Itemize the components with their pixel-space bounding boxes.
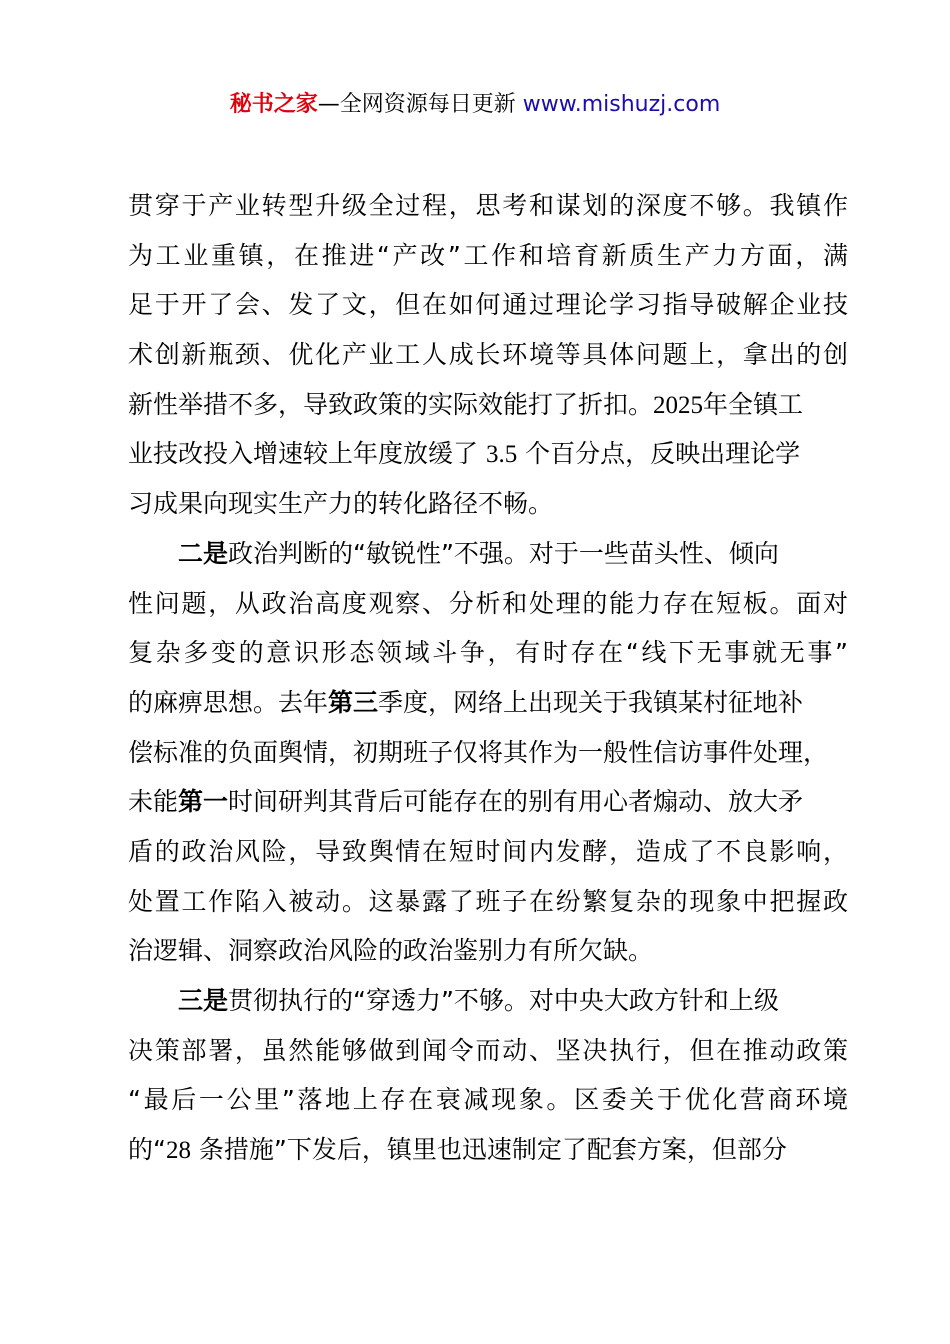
text-line: 二是政治判断的“敏锐性”不强。对于一些苗头性、倾向: [178, 538, 779, 568]
document-body: [128, 181, 848, 1175]
text-line: 为工业重镇，在推进“产改”工作和培育新质生产力方面，满: [128, 240, 848, 270]
text-line: 未能第一时间研判其背后可能存在的别有用心者煽动、放大矛: [128, 787, 804, 817]
emphasis-text: 第一: [178, 787, 229, 817]
text-line: 习成果向现实生产力的转化路径不畅。: [128, 489, 554, 519]
text-line: 术创新瓶颈、优化产业工人成长环境等具体问题上，拿出的创: [128, 340, 848, 370]
section-marker: 三是: [178, 986, 229, 1015]
text-line: 性问题，从政治高度观察、分析和处理的能力存在短板。面对: [128, 588, 848, 618]
text-line: 三是贯彻执行的“穿透力”不够。对中央大政方针和上级: [178, 986, 779, 1015]
header-tagline: —全网资源每日更新: [317, 92, 523, 117]
site-url-link[interactable]: www.mishuzj.com: [522, 92, 721, 117]
site-header: [0, 88, 950, 122]
text-line: 足于开了会、发了文，但在如何通过理论学习指导破解企业技: [128, 290, 848, 320]
emphasis-text: 第三: [328, 687, 379, 717]
text-line: 治逻辑、洞察政治风险的政治鉴别力有所欠缺。: [128, 936, 654, 966]
measure-count-number: 28: [165, 1137, 191, 1165]
text-line: “最后一公里”落地上存在衰减现象。区委关于优化营商环境: [128, 1085, 848, 1115]
text-line: 复杂多变的意识形态领域斗争，有时存在“线下无事就无事”: [128, 638, 848, 668]
text-line: 处置工作陷入被动。这暴露了班子在纷繁复杂的现象中把握政: [128, 886, 848, 916]
text-line: 盾的政治风险，导致舆情在短时间内发酵，造成了不良影响，: [128, 836, 848, 866]
text-line: 业技改投入增速较上年度放缓了 3.5 个百分点，反映出理论学: [128, 439, 801, 469]
section-marker: 二是: [178, 538, 229, 568]
text-line: 新性举措不多，导致政策的实际效能打了折扣。2025年全镇工: [128, 389, 804, 419]
text-line: 贯穿于产业转型升级全过程，思考和谋划的深度不够。我镇作: [128, 191, 848, 220]
percent-number: 3.5: [485, 441, 518, 469]
year-number: 2025: [653, 391, 704, 419]
brand-name: 秘书之家: [229, 92, 318, 117]
text-line: 的麻痹思想。去年第三季度，网络上出现关于我镇某村征地补: [128, 687, 804, 717]
text-line: 决策部署，虽然能够做到闻令而动、坚决执行，但在推动政策: [128, 1035, 848, 1065]
text-line: 偿标准的负面舆情，初期班子仅将其作为一般性信访事件处理，: [128, 737, 829, 767]
text-line: 的“28 条措施”下发后，镇里也迅速制定了配套方案，但部分: [128, 1135, 787, 1165]
